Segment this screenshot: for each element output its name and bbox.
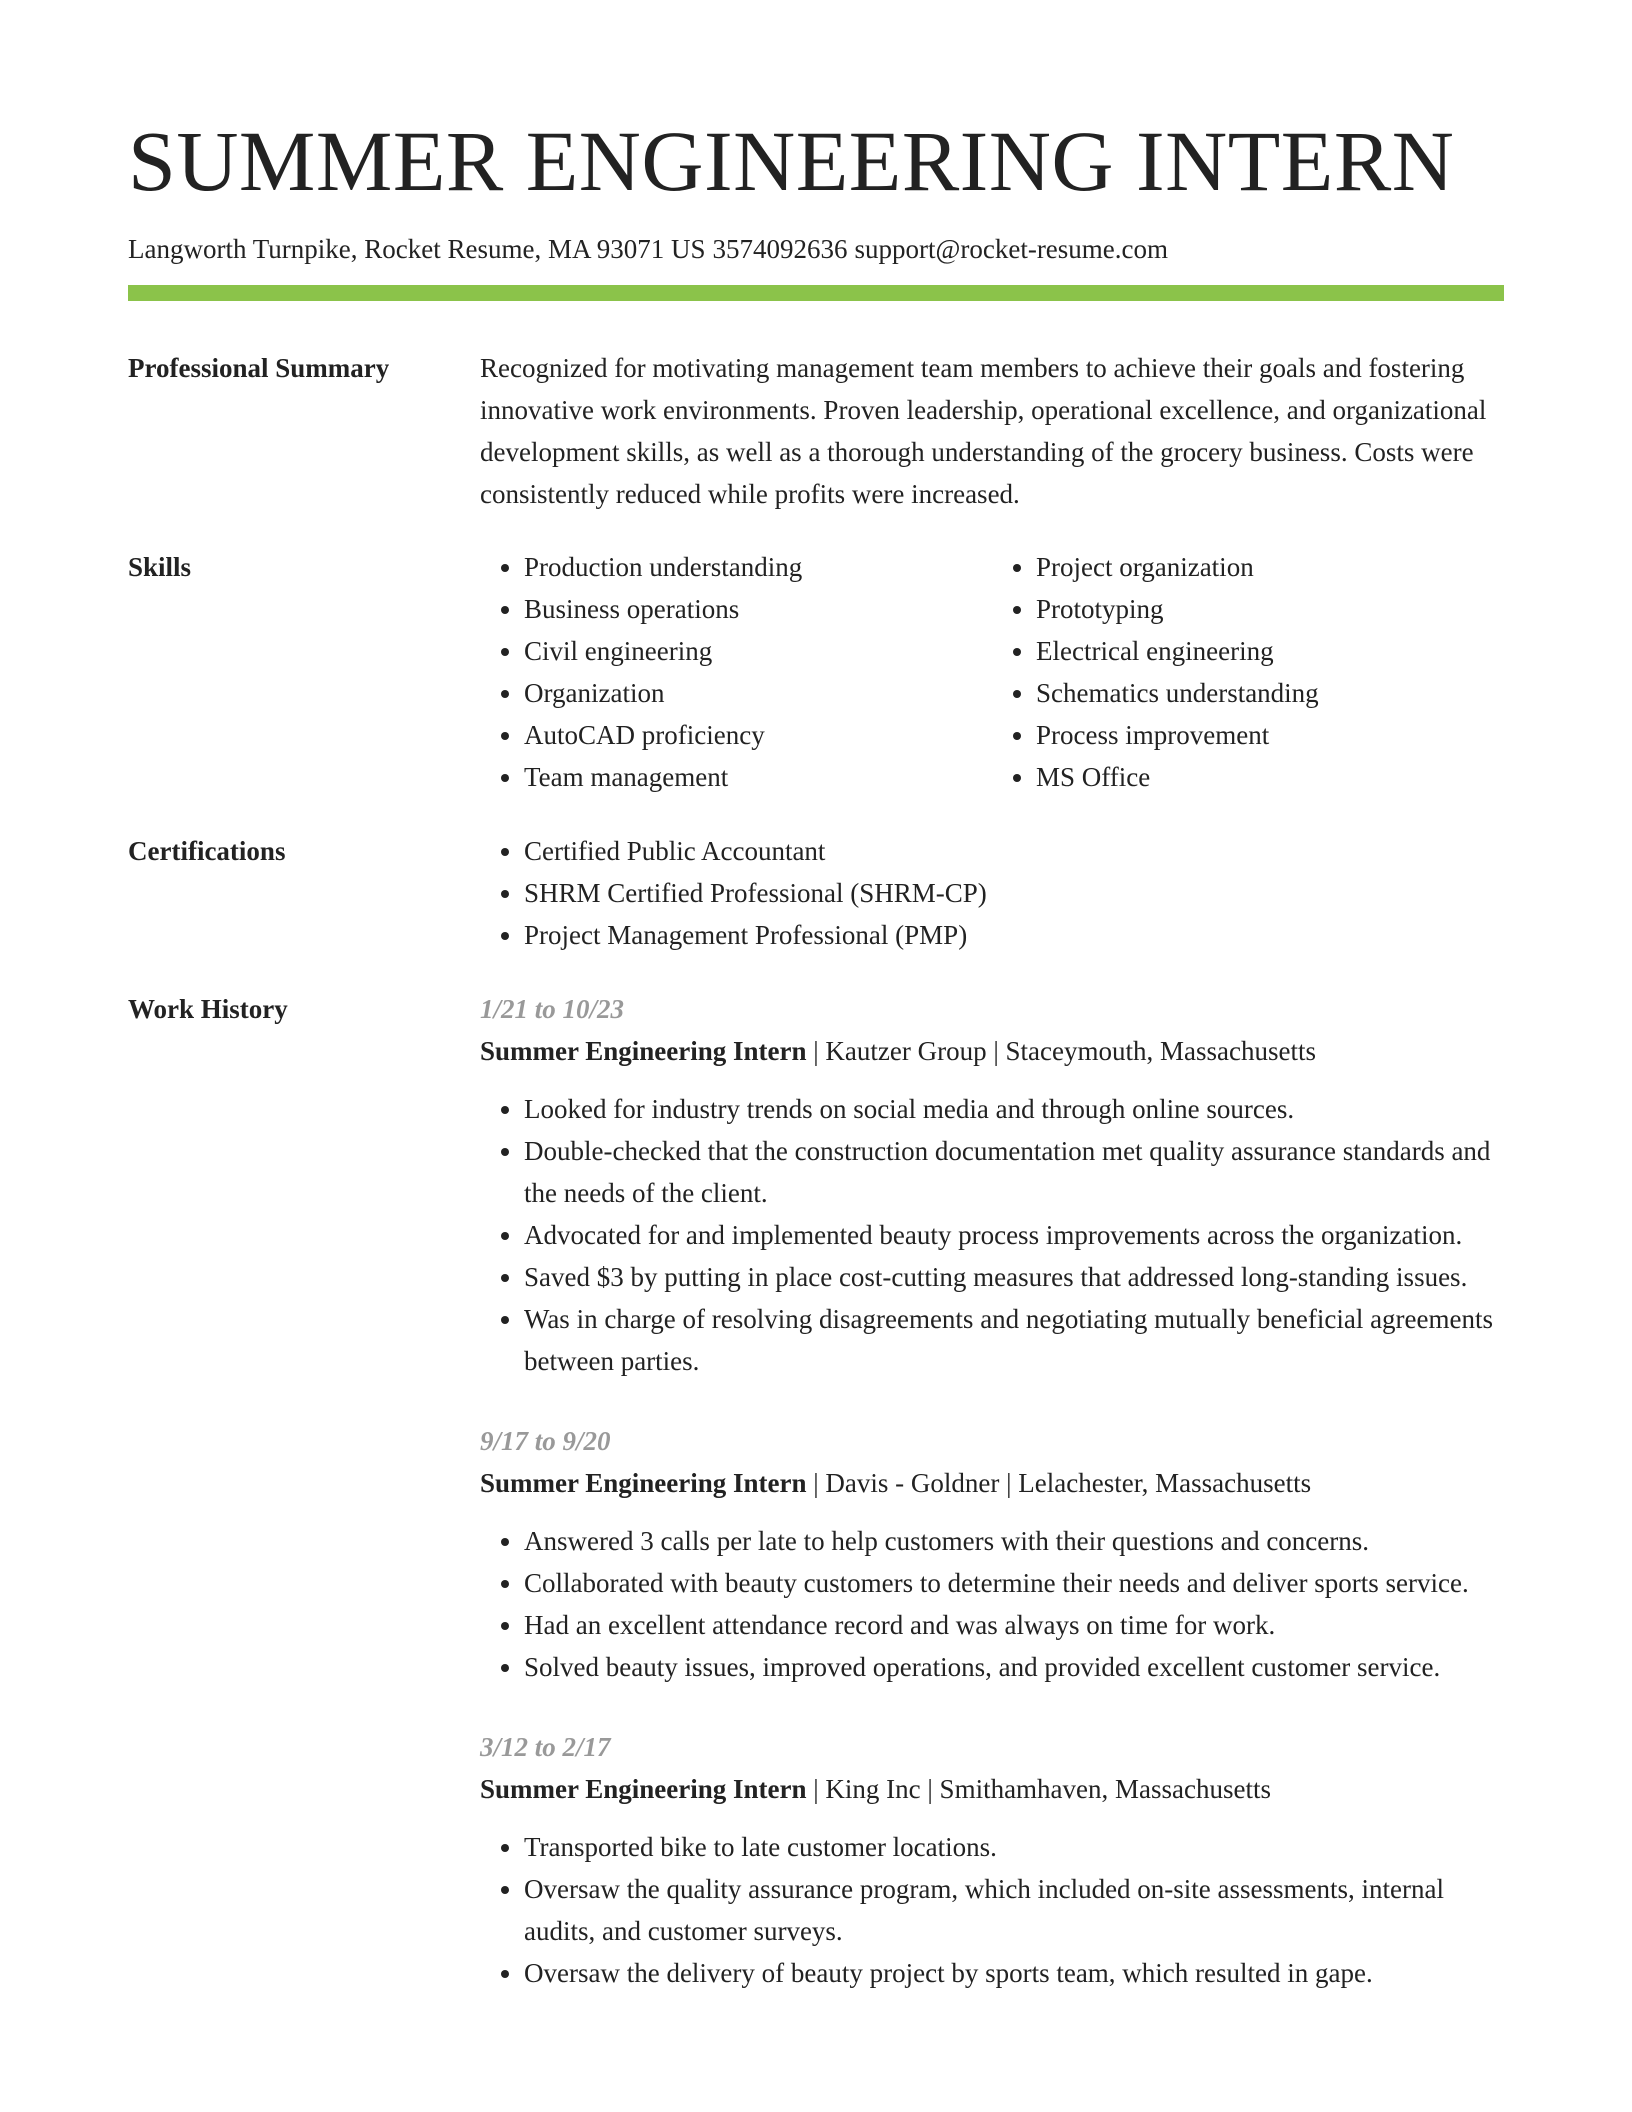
job-employer-location: | Kautzer Group | Staceymouth, Massachusetts [806,1036,1316,1066]
job-entry [480,1420,1504,1688]
certifications-body [480,830,1504,956]
skill-item: • Process improvement [1036,714,1504,756]
certifications-label: Certifications [128,836,286,866]
certification-item: • SHRM Certified Professional (SHRM-CP) [524,872,1504,914]
job-bullet: • Saved $3 by putting in place cost-cutting measures that addressed long-standing issues. [524,1256,1504,1298]
contact-line [128,233,1168,265]
header-divider [128,285,1504,301]
job-title: Summer Engineering Intern [480,1774,807,1804]
job-bullet: • Answered 3 calls per late to help customers with their questions and concerns. [524,1520,1504,1562]
job-bullet: • Oversaw the quality assurance program, which included on-site assessments, internal audits, and customer surveys. [524,1868,1504,1952]
job-bullet: • Advocated for and implemented beauty process improvements across the organization. [524,1214,1504,1256]
skills-label: Skills [128,552,192,582]
summary-text: Recognized for motivating management team members to achieve their goals and fostering innovative work environments. Proven leadership, operational excellence, and organizational development skills, as well as a thorough understanding of the grocery business. Costs were consistently reduced while profits were increased. [480,353,1487,509]
skill-item: • Electrical engineering [1036,630,1504,672]
certifications-list [480,830,1504,956]
job-bullet: • Collaborated with beauty customers to determine their needs and deliver sports service. [524,1562,1504,1604]
skill-item: • MS Office [1036,756,1504,798]
skills-body [480,546,1504,798]
skill-item: • Schematics understanding [1036,672,1504,714]
skills-column-2 [992,546,1504,798]
summary-label: Professional Summary [128,353,390,383]
certification-item: • Project Management Professional (PMP) [524,914,1504,956]
contact-address: Langworth Turnpike, Rocket Resume, MA 93071 US [128,234,706,264]
job-bullet: • Solved beauty issues, improved operations, and provided excellent customer service. [524,1646,1504,1688]
job-employer-location: | King Inc | Smithamhaven, Massachusetts [806,1774,1271,1804]
job-bullet: • Double-checked that the construction documentation met quality assurance standards and the needs of the client. [524,1130,1504,1214]
skill-item: • Civil engineering [524,630,992,672]
job-dates: 9/17 to 9/20 [480,1426,611,1456]
job-title: Summer Engineering Intern [480,1468,807,1498]
contact-phone: 3574092636 [712,234,848,264]
job-bullet: • Was in charge of resolving disagreements and negotiating mutually beneficial agreements between parties. [524,1298,1504,1382]
certification-item: • Certified Public Accountant [524,830,1504,872]
skills-column-1 [480,546,992,798]
job-employer-location: | Davis - Goldner | Lelachester, Massachusetts [806,1468,1312,1498]
summary-body [480,347,1504,515]
job-title-line [480,1030,1504,1072]
skill-item: • Prototyping [1036,588,1504,630]
skill-item: • Business operations [524,588,992,630]
job-dates: 3/12 to 2/17 [480,1732,611,1762]
job-title: Summer Engineering Intern [480,1036,807,1066]
job-bullets [480,1088,1504,1382]
job-bullets [480,1520,1504,1688]
work-history-body [480,988,1504,2032]
skill-item: • AutoCAD proficiency [524,714,992,756]
skill-item: • Production understanding [524,546,992,588]
job-entry [480,988,1504,1382]
job-dates: 1/21 to 10/23 [480,994,625,1024]
job-bullet: • Oversaw the delivery of beauty project by sports team, which resulted in gape. [524,1952,1504,1994]
skill-item: • Organization [524,672,992,714]
job-title-line [480,1768,1504,1810]
job-bullet: • Had an excellent attendance record and was always on time for work. [524,1604,1504,1646]
skill-item: • Project organization [1036,546,1504,588]
work-history-label: Work History [128,994,288,1024]
job-bullet: • Looked for industry trends on social media and through online sources. [524,1088,1504,1130]
job-entry [480,1726,1504,1994]
candidate-title: SUMMER ENGINEERING INTERN [128,113,1455,209]
job-bullets [480,1826,1504,1994]
contact-email: support@rocket-resume.com [854,234,1169,264]
job-title-line [480,1462,1504,1504]
skill-item: • Team management [524,756,992,798]
job-bullet: • Transported bike to late customer locations. [524,1826,1504,1868]
